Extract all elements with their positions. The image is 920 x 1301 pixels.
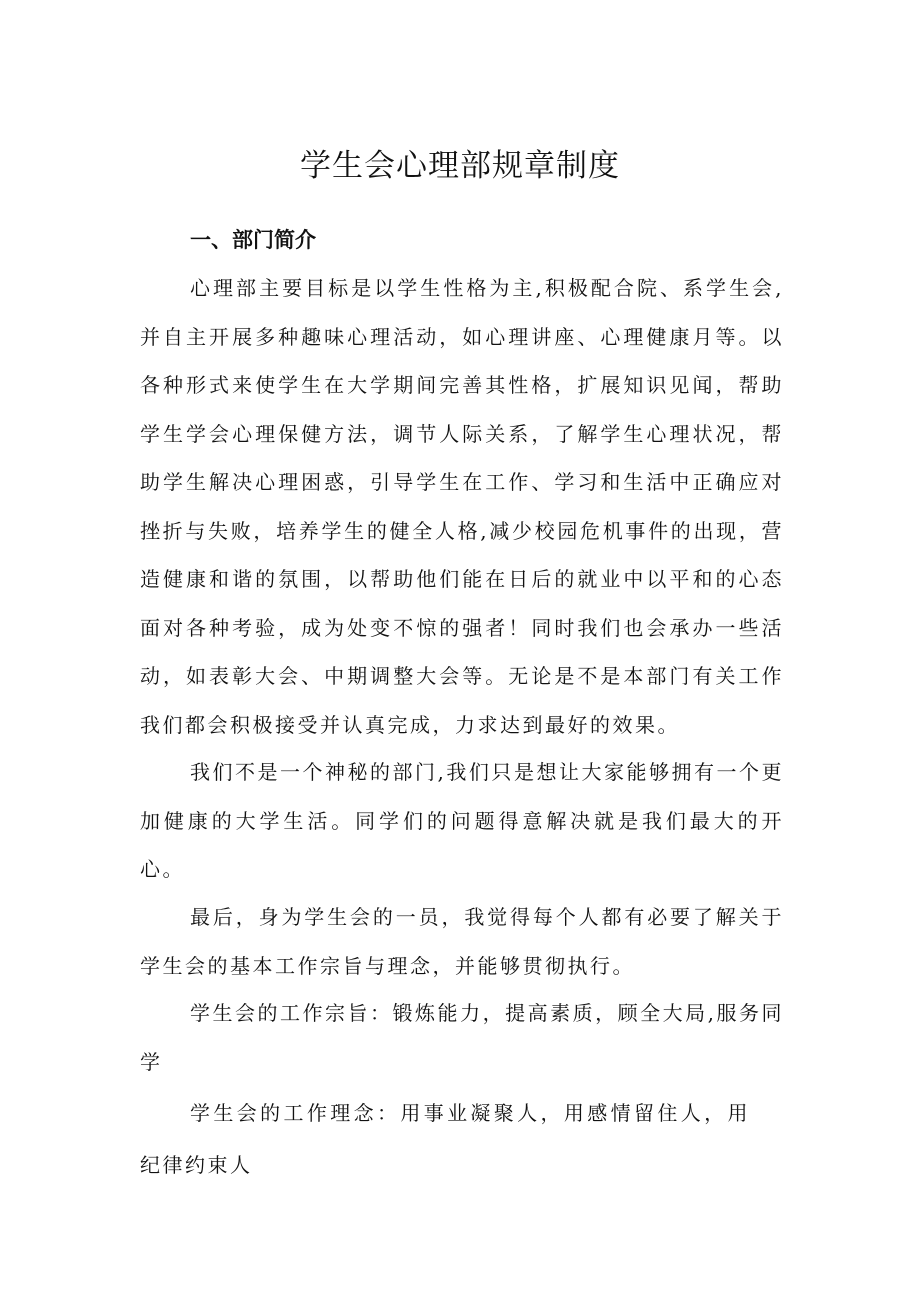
paragraph-work-purpose: 学生会的工作宗旨：锻炼能力，提高素质，顾全大局,服务同学	[140, 1001, 784, 1074]
paragraph-department-intro: 心理部主要目标是以学生性格为主,积极配合院、系学生会,并自主开展多种趣味心理活动，如心理讲座、心理健康月等。以各种形式来使学生在大学期间完善其性格，扩展知识见闻，帮助学生学会心理保健方法，调节人际关系，了解学生心理状况，帮助学生解决心理困惑，引导学生在工作、学习和生活中正确应对挫折与失败，培养学生的健全人格,减少校园危机事件的出现，营造健康和谐的氛围，以帮助他们能在日后的就业中以平和的心态面对各种考验，成为处变不惊的强者！同时我们也会承办一些活动，如表彰大会、中期调整大会等。无论是不是本部门有关工作我们都会积极接受并认真完成，力求达到最好的效果。	[140, 276, 784, 737]
document-title: 学生会心理部规章制度	[300, 148, 620, 184]
paragraph-conclusion: 最后，身为学生会的一员，我觉得每个人都有必要了解关于学生会的基本工作宗旨与理念，并能够贯彻执行。	[140, 905, 784, 978]
paragraph-work-philosophy: 学生会的工作理念：用事业凝聚人，用感情留住人，用纪律约束人	[140, 1101, 750, 1177]
section-heading: 一、部门简介	[190, 228, 316, 252]
paragraph-not-mysterious: 我们不是一个神秘的部门,我们只是想让大家能够拥有一个更加健康的大学生活。同学们的问题得意解决就是我们最大的开心。	[140, 760, 784, 881]
